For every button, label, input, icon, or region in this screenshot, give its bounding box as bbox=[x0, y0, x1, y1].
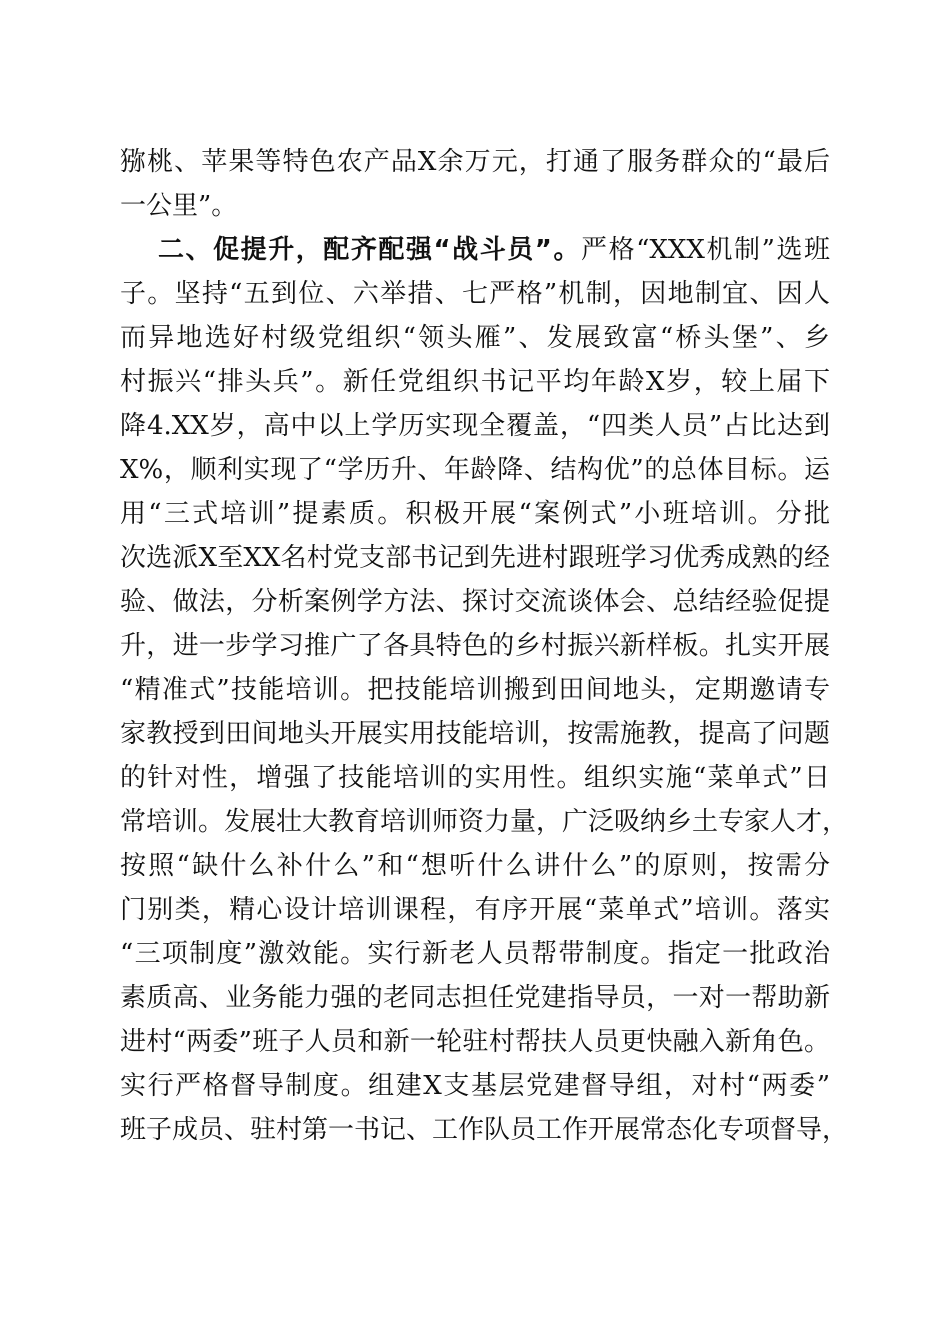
text-line-20: 素质高、业务能力强的老同志担任党建指导员，一对一帮助新 bbox=[120, 983, 830, 1013]
text-line-8: X%，顺利实现了“学历升、年龄降、结构优”的总体目标。运 bbox=[120, 455, 830, 485]
text-line-7: 降4.XX岁，高中以上学历实现全覆盖，“四类人员”占比达到 bbox=[120, 411, 830, 441]
text-line-21: 进村“两委”班子人员和新一轮驻村帮扶人员更快融入新角色。 bbox=[120, 1027, 830, 1057]
text-line-17: 按照“缺什么补什么”和“想听什么讲什么”的原则，按需分 bbox=[120, 851, 830, 881]
text-line-18: 门别类，精心设计培训课程，有序开展“菜单式”培训。落实 bbox=[120, 895, 830, 925]
text-line-1: 猕桃、苹果等特色农产品X余万元，打通了服务群众的“最后 bbox=[120, 147, 830, 177]
text-line-11: 验、做法，分析案例学方法、探讨交流谈体会、总结经验促提 bbox=[120, 587, 830, 617]
text-line-2: 一公里”。 bbox=[120, 191, 238, 221]
text-line-23: 班子成员、驻村第一书记、工作队员工作开展常态化专项督导， bbox=[120, 1115, 849, 1145]
text-line-3: 严格“XXX机制”选班 bbox=[581, 235, 830, 265]
text-line-13: “精准式”技能培训。把技能培训搬到田间地头，定期邀请专 bbox=[120, 675, 830, 705]
section-heading: 二、促提升，配齐配强“战斗员”。 bbox=[158, 235, 582, 265]
text-line-10: 次选派X至XX名村党支部书记到先进村跟班学习优秀成熟的经 bbox=[120, 543, 830, 573]
text-line-9: 用“三式培训”提素质。积极开展“案例式”小班培训。分批 bbox=[120, 499, 830, 529]
text-line-5: 而异地选好村级党组织“领头雁”、发展致富“桥头堡”、乡 bbox=[120, 323, 830, 353]
text-line-14: 家教授到田间地头开展实用技能培训，按需施教，提高了问题 bbox=[120, 719, 830, 749]
text-line-19: “三项制度”激效能。实行新老人员帮带制度。指定一批政治 bbox=[120, 939, 830, 969]
text-line-22: 实行严格督导制度。组建X支基层党建督导组，对村“两委” bbox=[120, 1071, 830, 1101]
text-line-12: 升，进一步学习推广了各具特色的乡村振兴新样板。扎实开展 bbox=[120, 631, 830, 661]
text-line-16: 常培训。发展壮大教育培训师资力量，广泛吸纳乡土专家人才， bbox=[120, 807, 849, 837]
text-line-6: 村振兴“排头兵”。新任党组织书记平均年龄X岁，较上届下 bbox=[120, 367, 830, 397]
section-heading-line bbox=[158, 230, 830, 270]
text-line-15: 的针对性，增强了技能培训的实用性。组织实施“菜单式”日 bbox=[120, 763, 830, 793]
text-line-4: 子。坚持“五到位、六举措、七严格”机制，因地制宜、因人 bbox=[120, 279, 830, 309]
